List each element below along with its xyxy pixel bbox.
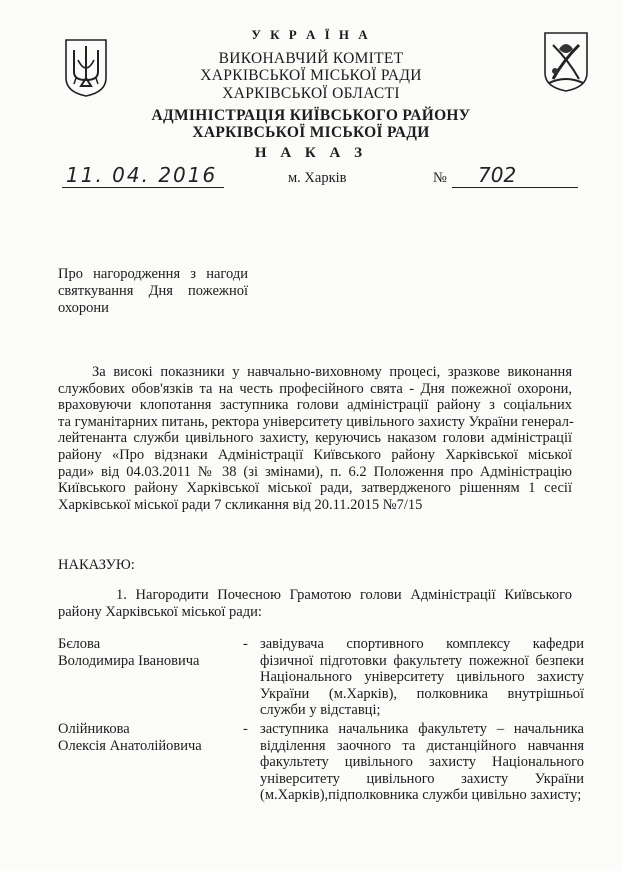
city-label: м. Харків: [288, 170, 347, 186]
body-line: району «Про відзнаки Адміністрації Київського району Харківської міської: [58, 446, 572, 463]
committee-line-3: ХАРКІВСЬКОЇ ОБЛАСТІ: [222, 85, 400, 102]
awardee-description: [260, 721, 584, 804]
number-underline: [452, 187, 578, 188]
administration-line-2: ХАРКІВСЬКОЇ МІСЬКОЇ РАДИ: [192, 124, 430, 141]
awardee-given-names: Володимира Івановича: [58, 652, 200, 669]
preamble-paragraph: [58, 364, 572, 513]
committee-line-2: ХАРКІВСЬКОЇ МІСЬКОЇ РАДИ: [200, 67, 422, 84]
body-line: Харківської міської ради 7 скликання від 20.11.2015 №7/15: [58, 496, 423, 513]
country-heading: У К Р А Ї Н А: [251, 27, 371, 42]
order-subject: [58, 266, 248, 317]
body-line: та гуманітарних питань, ректора університету цивільного захисту України генерал-: [58, 413, 574, 430]
body-line: лейтенанта служби цивільного захисту, керуючись наказом голови адміністрації: [58, 430, 572, 447]
item-line: 1. Нагородити Почесною Грамотою голови Адміністрації Київського: [116, 587, 572, 603]
description-line: служби у відставці;: [260, 702, 381, 719]
administration-line-1: АДМІНІСТРАЦІЯ КИЇВСЬКОГО РАЙОНУ: [151, 107, 471, 124]
awardee-given-names: Олексія Анатолійовича: [58, 737, 202, 754]
order-word: НАКАЗУЮ:: [58, 557, 135, 573]
document-type-title: Н А К А З: [254, 145, 368, 161]
description-line: заступника начальника факультету – начальника: [260, 721, 584, 737]
awardee-surname: Бєлова: [58, 636, 101, 652]
body-line: службових обов'язків та на честь професійного свята - Дня пожежної охорони,: [58, 380, 572, 397]
body-line: враховуючи клопотання заступника голови адміністрації району з соціальних: [58, 397, 572, 414]
awardee-dash: -: [243, 636, 248, 652]
committee-line-1: ВИКОНАВЧИЙ КОМІТЕТ: [218, 50, 404, 67]
description-line: України (м.Харків), полковника внутрішньої: [260, 685, 584, 702]
body-line: ради» від 04.03.2011 № 38 (зі змінами), п. 6.2 Положення про Адміністрацію: [58, 463, 572, 480]
subject-line: охорони: [58, 300, 109, 316]
date-underline: [62, 187, 224, 188]
description-line: відділення заочного та дистанційного навчання: [260, 737, 584, 754]
awardee-surname: Олійникова: [58, 721, 130, 737]
handwritten-date: 11. 04. 2016: [66, 163, 218, 187]
awardee-description: [260, 636, 584, 719]
body-line: За високі показники у навчально-виховному процесі, зразкове виконання: [92, 364, 572, 380]
subject-line: святкування Дня пожежної: [58, 283, 248, 299]
description-line: Національного університету цивільного захисту: [260, 669, 584, 686]
subject-line: Про нагородження з нагоди: [58, 266, 248, 282]
body-line: Київського району Харківської міської ради, затвердженого рішенням 1 сесії: [58, 480, 572, 497]
handwritten-number: 702: [478, 163, 517, 187]
item-line: району Харківської міської ради:: [58, 604, 262, 620]
number-label: №: [433, 170, 447, 186]
awardee-name: [58, 721, 202, 754]
order-item-1: [58, 587, 572, 621]
awardee-dash: -: [243, 721, 248, 737]
description-line: університету цивільного захисту України: [260, 770, 584, 787]
awardee-name: [58, 636, 199, 669]
description-line: факультету цивільного захисту Національного: [260, 754, 584, 771]
description-line: (м.Харків),підполковника служби цивільно захисту;: [260, 787, 582, 804]
description-line: фізичної підготовки факультету пожежної безпеки: [260, 652, 584, 669]
description-line: завідувача спортивного комплексу кафедри: [260, 636, 584, 652]
